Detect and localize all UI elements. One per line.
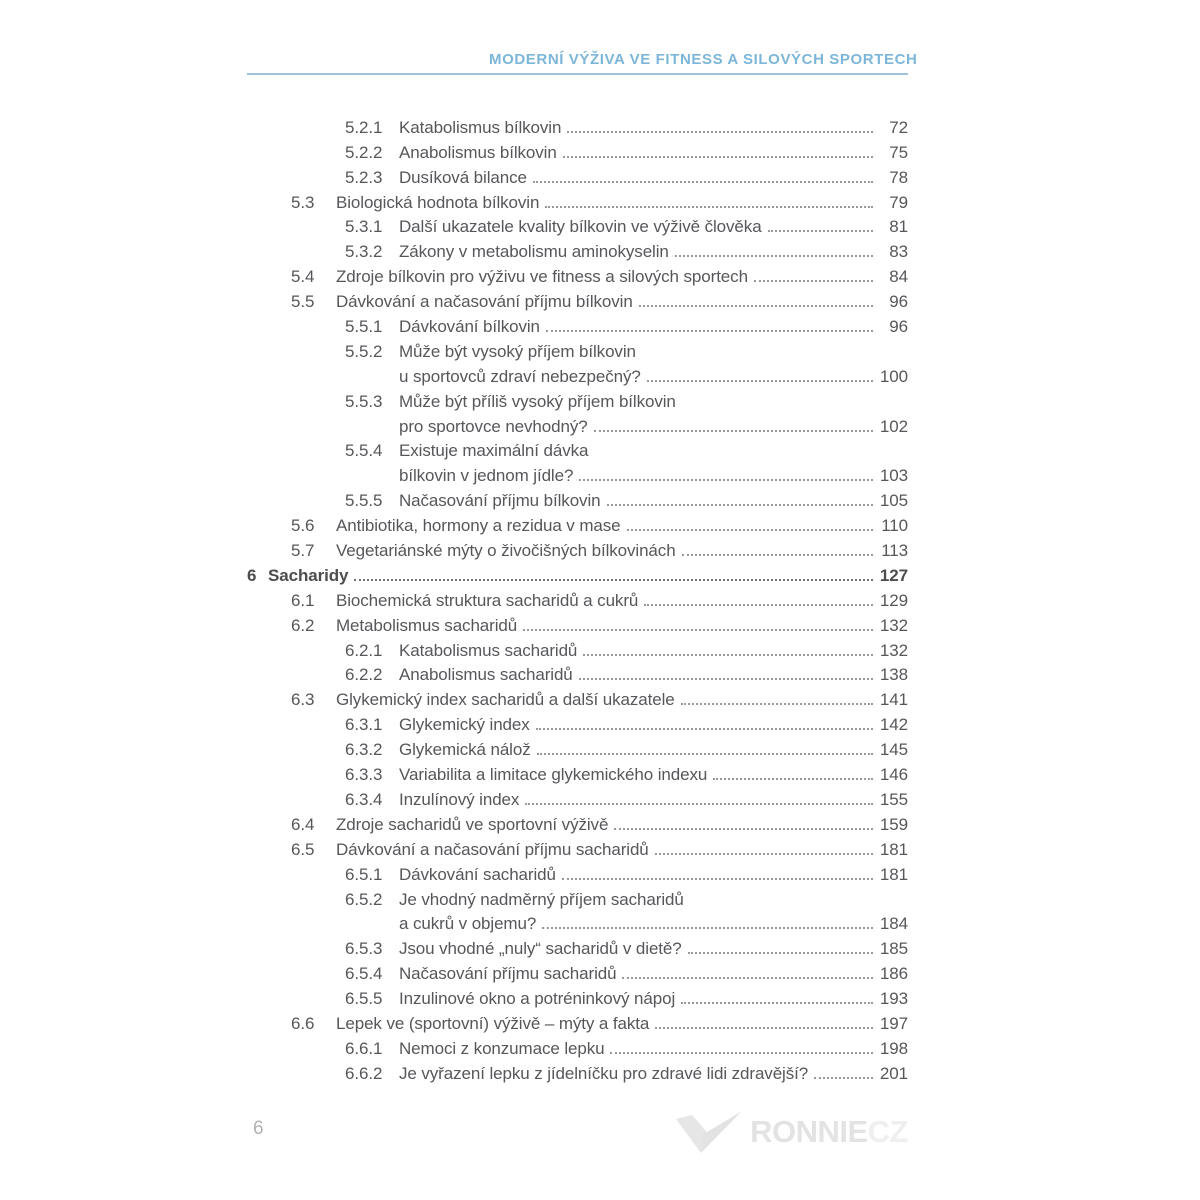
toc-leader-dots	[614, 828, 873, 830]
toc-leader-dots	[682, 554, 873, 556]
toc-entry-title: Může být vysoký příjem bílkovin	[399, 341, 636, 361]
toc-entry-line	[291, 511, 908, 536]
toc-entry-page: 100	[879, 366, 908, 386]
toc-entry-page: 159	[879, 814, 908, 834]
toc-entry-line	[291, 188, 908, 213]
toc-leader-dots	[579, 479, 873, 481]
toc-leader-dots	[627, 529, 874, 531]
toc-entry-title: Existuje maximální dávka	[399, 441, 589, 461]
toc-entry	[345, 636, 908, 661]
toc-entry	[291, 262, 908, 287]
toc-entry-line	[345, 760, 908, 785]
toc-entry-line	[345, 387, 908, 412]
toc-entry-line	[291, 685, 908, 710]
toc-entry-line	[247, 561, 908, 586]
toc-leader-dots	[583, 654, 873, 656]
logo-suffix-text: CZ	[867, 1114, 908, 1149]
toc-entry	[345, 661, 908, 686]
toc-entry	[291, 1009, 908, 1034]
toc-entry	[291, 536, 908, 561]
toc-entry-number: 6.5.4	[345, 964, 383, 984]
toc-entry-title: Nemoci z konzumace lepku	[399, 1038, 605, 1058]
toc-entry-title: Sacharidy	[268, 565, 349, 585]
toc-entry-page: 155	[879, 789, 908, 809]
toc-entry-line	[291, 1009, 908, 1034]
toc-leader-dots	[545, 206, 873, 208]
toc-entry-number: 5.5.4	[345, 441, 383, 461]
toc-entry	[345, 163, 908, 188]
toc-entry	[345, 1059, 908, 1084]
toc-entry	[345, 237, 908, 262]
toc-entry-title-continued: bílkovin v jednom jídle?	[399, 466, 574, 486]
toc-entry-title: Biologická hodnota bílkovin	[336, 192, 540, 212]
toc-entry-title: Zdroje sacharidů ve sportovní výživě	[336, 814, 609, 834]
toc-entry-number: 6.5.2	[345, 889, 383, 909]
toc-entry	[345, 387, 908, 437]
toc-leader-dots	[579, 678, 873, 680]
toc-entry-line	[345, 237, 908, 262]
toc-entry-title: Je vhodný nadměrný příjem sacharidů	[399, 889, 684, 909]
toc-entry-page: 102	[879, 416, 908, 436]
toc-leader-dots	[567, 131, 873, 133]
toc-leader-dots	[525, 803, 873, 805]
toc-entry-number: 6.6	[291, 1013, 315, 1033]
toc-entry	[345, 959, 908, 984]
toc-entry	[345, 785, 908, 810]
toc-entry-number: 6.2.1	[345, 640, 383, 660]
toc-entry-page: 142	[879, 715, 908, 735]
toc-entry-number: 6.3.2	[345, 740, 383, 760]
toc-entry-page: 181	[879, 864, 908, 884]
toc-leader-dots	[713, 778, 873, 780]
toc-leader-dots	[523, 629, 873, 631]
toc-entry-number: 6.4	[291, 814, 315, 834]
toc-entry-number: 5.6	[291, 516, 315, 536]
toc-entry-page: 184	[879, 914, 908, 934]
toc-entry-number: 6.5.1	[345, 864, 383, 884]
toc-entry-number: 5.3.2	[345, 242, 383, 262]
running-header-title: MODERNÍ VÝŽIVA VE FITNESS A SILOVÝCH SPORTECH	[489, 51, 918, 68]
toc-entry-line	[345, 661, 908, 686]
toc-entry-page: 132	[879, 615, 908, 635]
toc-entry	[345, 934, 908, 959]
toc-entry-page: 110	[881, 516, 908, 536]
toc-entry-page: 186	[879, 964, 908, 984]
toc-entry	[345, 984, 908, 1009]
toc-entry	[345, 312, 908, 337]
toc-leader-dots	[354, 579, 873, 581]
header-rule	[247, 73, 908, 75]
toc-entry-number: 5.3	[291, 192, 315, 212]
toc-leader-dots	[814, 1077, 873, 1079]
toc-entry	[291, 586, 908, 611]
toc-entry-number: 5.2.1	[345, 117, 383, 137]
toc-entry-line	[345, 735, 908, 760]
toc-leader-dots	[647, 380, 873, 382]
toc-entry-page: 96	[889, 317, 908, 337]
toc-entry-number: 6.2	[291, 615, 315, 635]
toc-entry-number: 5.5.1	[345, 317, 383, 337]
toc-entry-page: 181	[879, 839, 908, 859]
toc-entry-number: 6.3.3	[345, 765, 383, 785]
toc-entry-line-continued	[345, 461, 908, 486]
toc-leader-dots	[675, 255, 873, 257]
toc-entry-line	[345, 984, 908, 1009]
toc-entry-number: 6.6.1	[345, 1038, 383, 1058]
toc-entry-title: Dávkování a načasování příjmu bílkovin	[336, 292, 633, 312]
toc-entry-number: 6.2.2	[345, 665, 383, 685]
toc-entry	[291, 835, 908, 860]
toc-entry-title: Glykemický index sacharidů a další ukazatele	[336, 690, 675, 710]
toc-leader-dots	[594, 430, 873, 432]
toc-leader-dots	[546, 330, 873, 332]
ronnie-arrow-icon	[675, 1110, 743, 1154]
toc-entry-title: Může být příliš vysoký příjem bílkovin	[399, 391, 676, 411]
toc-leader-dots	[655, 1027, 873, 1029]
toc-entry-title-continued: u sportovců zdraví nebezpečný?	[399, 366, 641, 386]
toc-entry-number: 5.5.2	[345, 341, 383, 361]
toc-entry	[345, 735, 908, 760]
toc-entry-title: Glykemický index	[399, 715, 530, 735]
toc-entry-line	[345, 1059, 908, 1084]
toc-entry-line	[345, 1034, 908, 1059]
toc-entry-number: 5.4	[291, 267, 315, 287]
toc-entry-title: Variabilita a limitace glykemického indexu	[399, 765, 708, 785]
toc-leader-dots	[622, 977, 873, 979]
toc-entry-number: 5.7	[291, 541, 315, 561]
toc-entry	[291, 685, 908, 710]
toc-leader-dots	[681, 703, 873, 705]
toc-entry	[345, 860, 908, 885]
toc-entry-page: 78	[889, 167, 908, 187]
toc-entry-page: 145	[879, 740, 908, 760]
toc-entry-line	[291, 586, 908, 611]
toc-entry-page: 103	[879, 466, 908, 486]
toc-entry-number: 5.3.1	[345, 217, 383, 237]
toc-entry-title: Katabolismus bílkovin	[399, 117, 562, 137]
toc-entry	[291, 810, 908, 835]
toc-entry-page: 193	[879, 989, 908, 1009]
toc-entry	[291, 287, 908, 312]
toc-entry-title: Jsou vhodné „nuly“ sacharidů v dietě?	[399, 939, 682, 959]
toc-entry-page: 113	[881, 541, 908, 561]
toc-leader-dots	[768, 230, 873, 232]
toc-entry-page: 83	[889, 242, 908, 262]
toc-entry-page: 79	[889, 192, 908, 212]
toc-leader-dots	[563, 156, 873, 158]
toc-entry-line	[291, 262, 908, 287]
toc-entry	[345, 760, 908, 785]
toc-entry-line	[345, 710, 908, 735]
toc-entry-page: 198	[879, 1038, 908, 1058]
toc-leader-dots	[610, 1052, 873, 1054]
toc-entry-page: 197	[879, 1013, 908, 1033]
toc-entry	[345, 113, 908, 138]
toc-entry	[291, 611, 908, 636]
toc-entry-page: 127	[879, 565, 908, 585]
toc-entry-title-continued: a cukrů v objemu?	[399, 914, 537, 934]
toc-leader-dots	[655, 853, 873, 855]
toc-entry-number: 6.5.3	[345, 939, 383, 959]
toc-entry-title: Zdroje bílkovin pro výživu ve fitness a silových sportech	[336, 267, 748, 287]
toc-entry-line	[345, 860, 908, 885]
toc-entry-title: Inzulinové okno a potréninkový nápoj	[399, 989, 676, 1009]
toc-leader-dots	[562, 878, 873, 880]
toc-entry-page: 105	[879, 491, 908, 511]
toc-leader-dots	[536, 728, 873, 730]
toc-entry-page: 129	[879, 590, 908, 610]
toc-entry-page: 138	[879, 665, 908, 685]
toc-entry-line	[345, 138, 908, 163]
toc-entry-page: 201	[879, 1063, 908, 1083]
toc-entry-title: Vegetariánské mýty o živočišných bílkovinách	[336, 541, 676, 561]
toc-entry-page: 81	[889, 217, 908, 237]
toc-entry-page: 141	[879, 690, 908, 710]
toc-entry	[345, 138, 908, 163]
toc-entry-line	[345, 312, 908, 337]
toc-entry-page: 146	[879, 765, 908, 785]
toc-entry-number: 6.3	[291, 690, 315, 710]
toc-entry-title: Zákony v metabolismu aminokyselin	[399, 242, 669, 262]
toc-entry-line	[291, 287, 908, 312]
toc-entry-title: Inzulínový index	[399, 789, 520, 809]
toc-entry-line	[345, 785, 908, 810]
toc-leader-dots	[533, 181, 873, 183]
toc-entry	[345, 486, 908, 511]
toc-entry-title: Dávkování a načasování příjmu sacharidů	[336, 839, 649, 859]
toc-entry-line	[345, 437, 908, 462]
toc-entry-page: 132	[879, 640, 908, 660]
ronnie-logo	[675, 1110, 908, 1154]
toc-entry-title: Metabolismus sacharidů	[336, 615, 518, 635]
toc-leader-dots	[639, 305, 873, 307]
toc-entry-line	[345, 163, 908, 188]
toc-entry-page: 96	[889, 292, 908, 312]
toc-leader-dots	[644, 604, 873, 606]
toc-entry	[345, 710, 908, 735]
toc-entry-number: 6	[247, 565, 257, 585]
toc-entry-title: Biochemická struktura sacharidů a cukrů	[336, 590, 639, 610]
toc-entry-title: Antibiotika, hormony a rezidua v mase	[336, 516, 621, 536]
toc-entry-title: Je vyřazení lepku z jídelníčku pro zdravé lidi zdravější?	[399, 1063, 809, 1083]
toc-entry-page: 75	[889, 142, 908, 162]
toc-entry-line	[345, 885, 908, 910]
toc-entry-line	[345, 636, 908, 661]
toc-entry-title: Dusíková bilance	[399, 167, 527, 187]
toc-leader-dots	[754, 280, 873, 282]
toc-entry-title: Načasování příjmu bílkovin	[399, 491, 601, 511]
toc-entry-title: Glykemická nálož	[399, 740, 531, 760]
toc-entry-number: 6.1	[291, 590, 315, 610]
toc-entry-line	[345, 486, 908, 511]
toc-entry-title: Anabolismus sacharidů	[399, 665, 573, 685]
toc-entry-number: 5.2.2	[345, 142, 383, 162]
toc-entry-title: Anabolismus bílkovin	[399, 142, 557, 162]
toc-entry-number: 5.5.3	[345, 391, 383, 411]
toc-entry	[345, 337, 908, 387]
toc-entry	[247, 561, 908, 586]
toc-leader-dots	[542, 927, 873, 929]
toc-entry-title: Lepek ve (sportovní) výživě – mýty a fakta	[336, 1013, 650, 1033]
toc-entry-title: Dávkování bílkovin	[399, 317, 540, 337]
toc-list	[247, 113, 908, 1084]
toc-entry-number: 6.3.4	[345, 789, 383, 809]
logo-brand-text: RONNIE	[750, 1114, 868, 1149]
toc-entry-page: 185	[879, 939, 908, 959]
toc-entry-line	[345, 113, 908, 138]
toc-entry	[345, 213, 908, 238]
toc-entry-page: 84	[889, 267, 908, 287]
toc-entry-line	[291, 810, 908, 835]
toc-entry	[345, 1034, 908, 1059]
toc-leader-dots	[537, 753, 873, 755]
toc-entry-line	[345, 337, 908, 362]
toc-leader-dots	[688, 952, 873, 954]
toc-entry	[291, 188, 908, 213]
toc-entry-title: Načasování příjmu sacharidů	[399, 964, 617, 984]
toc-entry-line-continued	[345, 412, 908, 437]
toc-entry-title: Další ukazatele kvality bílkovin ve výživě člověka	[399, 217, 762, 237]
toc-entry-page: 72	[889, 117, 908, 137]
toc-entry-number: 6.5.5	[345, 989, 383, 1009]
toc-leader-dots	[681, 1002, 873, 1004]
toc-entry-number: 6.5	[291, 839, 315, 859]
toc-entry-line	[345, 213, 908, 238]
toc-entry	[291, 511, 908, 536]
toc-entry-line	[291, 536, 908, 561]
toc-entry-title-continued: pro sportovce nevhodný?	[399, 416, 588, 436]
toc-entry-line	[291, 611, 908, 636]
toc-entry	[345, 437, 908, 487]
toc-entry-line-continued	[345, 362, 908, 387]
toc-entry-number: 5.2.3	[345, 167, 383, 187]
footer-page-number: 6	[253, 1118, 264, 1139]
toc-entry-number: 6.3.1	[345, 715, 383, 735]
toc-entry-title: Dávkování sacharidů	[399, 864, 556, 884]
toc-entry-number: 5.5	[291, 292, 315, 312]
toc-entry-number: 6.6.2	[345, 1063, 383, 1083]
toc-entry-line	[291, 835, 908, 860]
toc-entry-line	[345, 959, 908, 984]
toc-entry-line-continued	[345, 910, 908, 935]
toc-leader-dots	[607, 504, 874, 506]
toc-entry-line	[345, 934, 908, 959]
toc-entry	[345, 885, 908, 935]
toc-entry-number: 5.5.5	[345, 491, 383, 511]
toc-entry-title: Katabolismus sacharidů	[399, 640, 578, 660]
